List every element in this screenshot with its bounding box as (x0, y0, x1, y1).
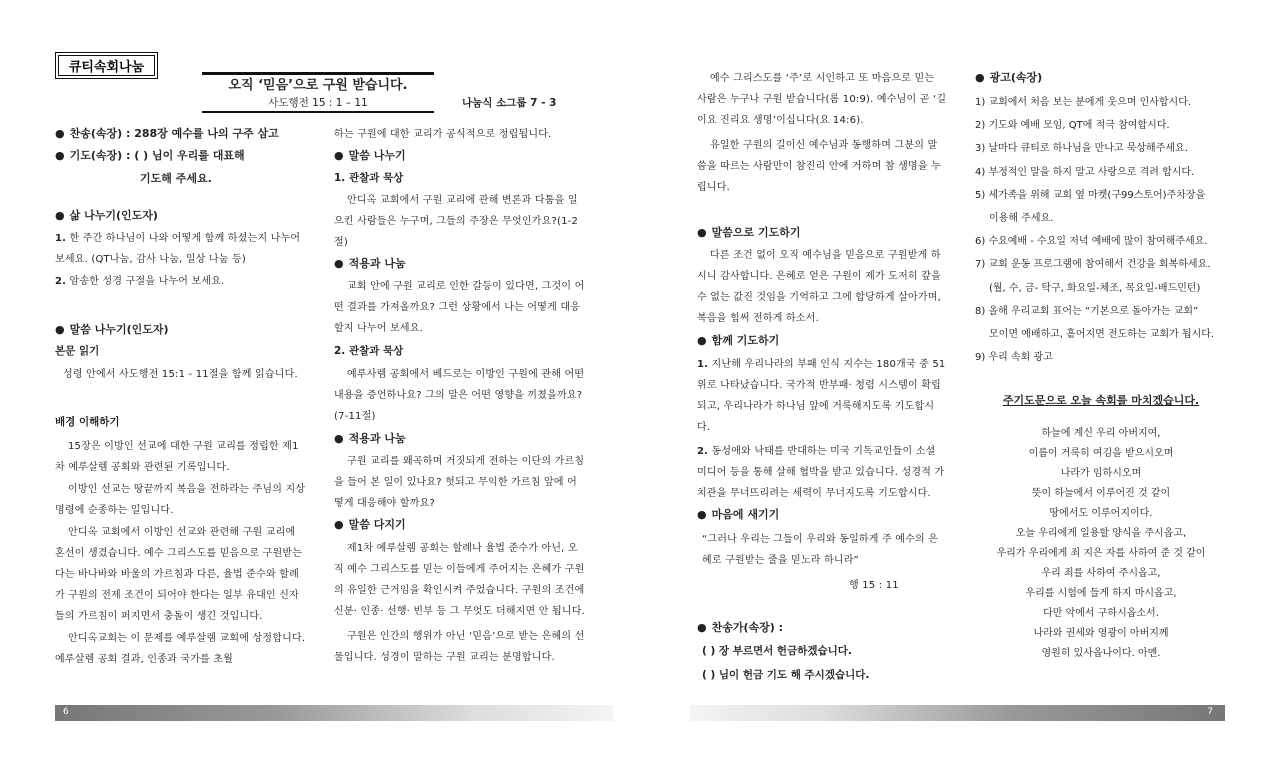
life-question-1 (55, 228, 308, 270)
column-3 (697, 68, 947, 687)
page-title: 오직 ‘믿음’으로 구원 받습니다. (228, 78, 408, 93)
lords-prayer-heading: 주기도문으로 오늘 속회를 마치겠습니다. (1002, 394, 1200, 408)
announcement-item: 3) 날마다 큐티로 하나님을 만나고 묵상해주세요. (975, 143, 1188, 155)
memory-verse-reference: 행 15 : 11 (849, 580, 899, 591)
announcement-item: 5) 세가족을 위해 교회 옆 마켓(구99스토어)주차장을 (975, 189, 1206, 201)
faith-paragraph-1: 예수 그리스도를 ‘주’로 시인하고 또 마음으로 믿는 사람은 누구나 구원 받습니다(롬 10:9). 예수님이 곧 ‘길이요 진리요 생명’이십니다(요 14:6). (697, 73, 947, 126)
title-box (202, 72, 434, 112)
life-question-2-text: 암송한 성경 구절을 나누어 보세요. (66, 276, 225, 287)
announcement-item: 모이면 예배하고, 흩어지면 전도하는 교회가 됩시다. (989, 329, 1215, 341)
page-number-left: 6 (63, 707, 69, 717)
offering-prayer-line: ( ) 님이 헌금 기도 해 주시겠습니다. (702, 669, 870, 681)
prayer-topic-2-text: 동성애와 낙태를 반대하는 미국 기독교인들이 소셜 미디어 등을 통해 살해 협박을 받고 있습니다. 성경적 가치관을 무너뜨리려는 세력이 무너지도록 기도합시다. (697, 446, 945, 499)
prayer-line-2: 기도해 주세요. (140, 172, 212, 185)
hymn-line: ● 찬송(속장) : 288장 예수를 나의 구주 삼고 (55, 124, 308, 144)
footer-bar-left (55, 705, 613, 721)
pray-with-word-text: 다른 조건 없이 오직 예수님을 믿음으로 구원받게 하시니 감사합니다. 은혜로 얻은 구원이 제가 도저히 갚을 수 없는 값진 것임을 기억하고 그에 합당하게 살아가며, 복음을 힘써 전하게 하소서. (697, 250, 941, 324)
reading-text: 성령 안에서 사도행전 15:1 - 11절을 함께 읽습니다. (63, 369, 298, 380)
lords-prayer-line: 다만 악에서 구하시옵소서. (1043, 608, 1159, 620)
prayer-line: ● 기도(속장) : ( ) 님이 우리를 대표해 (55, 146, 308, 166)
observation-2-heading: 2. 관찰과 묵상 (334, 345, 404, 357)
background-paragraph-3: 안디옥 교회에서 이방인 선교와 관련해 구원 교리에 혼선이 생겼습니다. 예수 그리스도를 믿음으로 구원받는다는 바나바와 바울의 가르침과 다른, 율법 준수와 할례가 구원의 전제 조건이 되어야 한다는 일부 유대인 신자들의 가르침이 퍼지면서 충돌이 생긴 것입니다. (55, 527, 303, 622)
lords-prayer-line: 이름이 거룩히 여김을 받으시오며 (1028, 448, 1174, 460)
resolve-paragraph-2: 구원은 인간의 행위가 아닌 ‘믿음’으로 받는 은혜의 선물입니다. 성경이 말하는 구원 교리는 분명합니다. (334, 631, 585, 663)
prayer-topic-2-num: 2. (697, 446, 709, 457)
word-sharing-heading: ● 말씀 나누기(인도자) (55, 320, 308, 340)
application-2-text: 구원 교리를 왜곡하며 거짓되게 전하는 이단의 가르침을 들어 본 일이 있나요? 헛되고 무익한 가르침 앞에 어떻게 대응해야 할까요? (334, 456, 585, 509)
application-2-heading: ● 적용과 나눔 (334, 429, 586, 449)
announcements-heading: ● 광고(속장) (975, 68, 1227, 88)
observation-2-text: 예루사렘 공회에서 베드로는 이방인 구원에 관해 어떤 내용을 증언하나요? 그의 말은 어떤 영향을 끼쳤을까요?(7-11절) (334, 369, 585, 422)
resolve-heading: ● 말씀 다지기 (334, 515, 586, 535)
title-bottom-rule (202, 111, 434, 113)
lords-prayer-line: 땅에서도 이루어지이다. (1049, 508, 1153, 520)
lords-prayer (975, 424, 1227, 664)
lords-prayer-line: 나라와 권세와 영광이 아버지께 (1033, 628, 1169, 640)
faith-paragraph-2: 유일한 구원의 길이신 예수님과 동행하며 그분의 말씀을 따르는 사람만이 참진리 안에 거하며 참 생명을 누립니다. (697, 140, 941, 193)
announcement-item: 8) 올해 우리교회 표어는 “기본으로 돌아가는 교회” (975, 305, 1199, 317)
life-question-2-num: 2. (55, 276, 67, 287)
life-question-1-text: 한 주간 하나님이 나와 어떻게 함께 하셨는지 나누어 보세요. (QT나눔, 감사 나눔, 일상 나눔 등) (55, 233, 301, 265)
prayer-topic-1-text: 지난해 우리나라의 부패 인식 지수는 180개국 중 51위로 나타났습니다. 국가적 반부패· 청렴 시스템이 확립되고, 우리나라가 하나님 앞에 거룩해지도록 기도합시다. (697, 359, 946, 433)
announcement-item: 1) 교회에서 처음 보는 분에게 웃으며 인사합시다. (975, 97, 1192, 108)
engrave-heading: ● 마음에 새기기 (697, 505, 947, 525)
lords-prayer-line: 우리 죄를 사하여 주시옵고, (1041, 568, 1161, 580)
lords-prayer-line: 하늘에 계신 우리 아버지여, (1041, 428, 1161, 440)
prayer-topic-1 (697, 354, 947, 438)
closing-hymn-heading: ● 찬송가(속장) : (697, 618, 947, 638)
reading-heading: 본문 읽기 (55, 345, 100, 357)
observation-1-heading: 1. 관찰과 묵상 (334, 172, 404, 184)
background-paragraph-1: 15장은 이방인 선교에 대한 구원 교리를 정립한 제1차 예루살렘 공회와 관련된 기록입니다. (55, 441, 299, 473)
share-heading: ● 말씀 나누기 (334, 146, 586, 166)
lords-prayer-line: 우리를 시험에 들게 하지 마시옵고, (1025, 588, 1177, 600)
title-top-rule (202, 72, 434, 75)
resolve-paragraph-1: 제1차 예루살렘 공회는 할례나 율법 준수가 아닌, 오직 예수 그리스도를 믿는 이들에게 주어지는 은혜가 구원의 유일한 근거임을 확인시켜 주었습니다. 구원의 조건에 신분· 인종· 선행· 빈부 등 그 무엇도 더해지면 안 됩니다. (334, 543, 585, 617)
continued-text: 하는 구원에 대한 교리가 공식적으로 정립됩니다. (334, 129, 552, 140)
announcement-item: (월, 수, 금- 탁구, 화요일-체조, 목요일-배드민턴) (989, 282, 1201, 294)
life-sharing-heading: ● 삶 나누기(인도자) (55, 206, 308, 226)
announcement-item: 이용해 주세요. (989, 213, 1054, 225)
scripture-reference: 사도행전 15 : 1 – 11 (268, 97, 368, 109)
group-label: 나눔식 소그룹 7 - 3 (462, 97, 557, 109)
application-1-text: 교회 안에 구원 교리로 인한 갈등이 있다면, 그것이 어떤 결과를 가져올까요? 그런 상황에서 나는 어떻게 대응할지 나누어 보세요. (334, 281, 585, 334)
background-heading: 배경 이해하기 (55, 416, 120, 428)
column-4 (975, 68, 1227, 664)
background-paragraph-4: 안디옥교회는 이 문제를 예루살렘 교회에 상정합니다. 예루살렘 공회 결과, 인종과 국가를 초월 (55, 633, 306, 665)
announcements-list (975, 91, 1227, 369)
prayer-topic-1-num: 1. (697, 359, 709, 370)
application-1-heading: ● 적용과 나눔 (334, 254, 586, 274)
background-paragraph-2: 이방인 선교는 땅끝까지 복음을 전하라는 주님의 지상명령에 순종하는 일입니다. (55, 484, 306, 516)
lords-prayer-line: 영원히 있사옵나이다. 아멘. (1041, 648, 1161, 660)
memory-verse: “그러나 우리는 그들이 우리와 동일하게 주 예수의 은혜로 구원받는 줄을 믿노라 하니라” (702, 534, 939, 566)
prayer-topic-2 (697, 441, 947, 504)
announcement-item: 9) 우리 속회 광고 (975, 352, 1053, 364)
life-question-2 (55, 271, 308, 292)
observation-1-text: 안디옥 교회에서 구원 교리에 관해 변론과 다툼을 일으킨 사람들은 누구며, 그들의 주장은 무엇인가요?(1-2절) (334, 195, 579, 248)
announcement-item: 2) 기도와 예배 모임, QT에 적극 참여합시다. (975, 120, 1170, 132)
announcement-item: 6) 수요예배 - 수요일 저녁 예배에 많이 참여해주세요. (975, 236, 1208, 248)
lords-prayer-line: 우리가 우리에게 죄 지은 자를 사하여 준 것 같이 (996, 548, 1206, 560)
offering-hymn-line: ( ) 장 부르면서 헌금하겠습니다. (702, 645, 852, 657)
pray-with-word-heading: ● 말씀으로 기도하기 (697, 223, 947, 243)
page-number-right: 7 (1207, 707, 1213, 717)
announcement-item: 7) 교회 운동 프로그램에 참여해서 건강을 회복하세요. (975, 259, 1211, 271)
footer-bar-right (690, 705, 1225, 721)
announcement-item: 4) 부정적인 말을 하지 말고 사랑으로 격려 합시다. (975, 166, 1195, 178)
life-question-1-num: 1. (55, 233, 67, 244)
pray-together-heading: ● 함께 기도하기 (697, 331, 947, 351)
lords-prayer-line: 나라가 임하시오며 (1060, 468, 1142, 480)
logo: 큐티속회나눔 (55, 52, 158, 79)
column-1 (55, 124, 308, 670)
lords-prayer-line: 오늘 우리에게 일용할 양식을 주시옵고, (1015, 528, 1187, 540)
column-2 (334, 124, 586, 668)
lords-prayer-line: 뜻이 하늘에서 이루어진 것 같이 (1031, 488, 1171, 500)
